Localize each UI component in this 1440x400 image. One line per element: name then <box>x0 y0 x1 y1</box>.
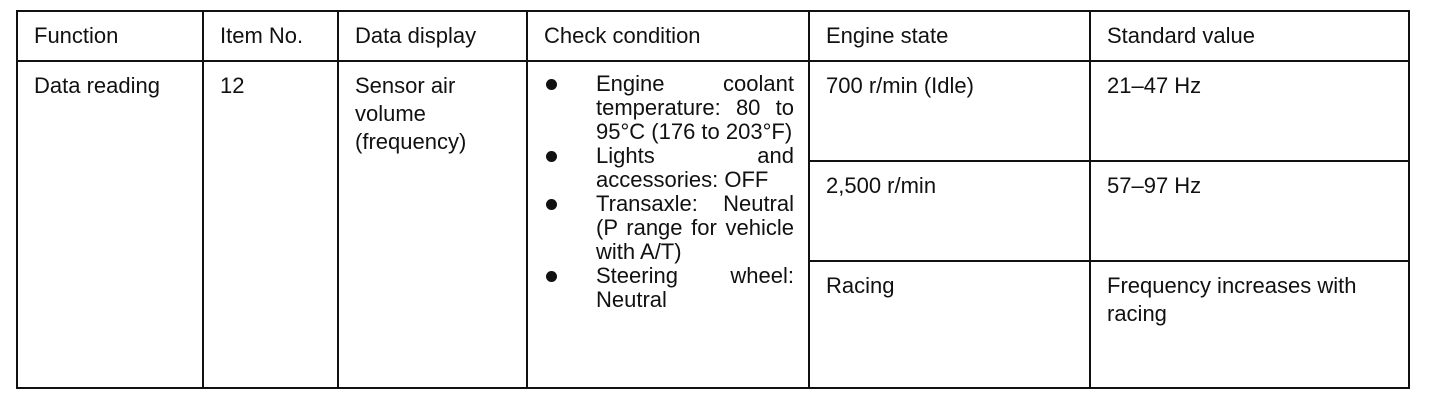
check-condition-item <box>544 264 794 312</box>
bullet-icon <box>546 151 557 162</box>
header-item-no: Item No. <box>203 11 338 61</box>
bullet-icon <box>546 199 557 210</box>
cell-engine-state: Racing <box>809 261 1090 388</box>
table-header <box>17 11 1409 61</box>
check-condition-item <box>544 72 794 144</box>
bullet-icon <box>546 271 557 282</box>
cell-standard-value: Frequency increases with racing <box>1090 261 1409 388</box>
check-condition-item <box>544 144 794 192</box>
check-condition-text: Lights and accessories: OFF <box>596 143 794 192</box>
table-row <box>17 61 1409 161</box>
table-body <box>17 61 1409 388</box>
cell-data-display: Sensor air volume (frequency) <box>338 61 527 388</box>
header-standard-value: Standard value <box>1090 11 1409 61</box>
header-row <box>17 11 1409 61</box>
check-condition-item <box>544 192 794 264</box>
cell-standard-value: 57–97 Hz <box>1090 161 1409 261</box>
cell-engine-state: 700 r/min (Idle) <box>809 61 1090 161</box>
header-check-condition: Check condition <box>527 11 809 61</box>
header-function: Function <box>17 11 203 61</box>
header-data-display: Data display <box>338 11 527 61</box>
cell-check-condition <box>527 61 809 388</box>
bullet-icon <box>546 79 557 90</box>
cell-function: Data reading <box>17 61 203 388</box>
check-condition-text: Engine coolant temperature: 80 to 95°C (176 to 203°F) <box>596 71 794 144</box>
check-condition-text: Transaxle: Neutral (P range for vehicle with A/T) <box>596 191 794 264</box>
cell-item-no: 12 <box>203 61 338 388</box>
specification-table <box>16 10 1410 389</box>
header-engine-state: Engine state <box>809 11 1090 61</box>
check-condition-text: Steering wheel: Neutral <box>596 263 794 312</box>
cell-engine-state: 2,500 r/min <box>809 161 1090 261</box>
check-condition-list <box>544 72 794 312</box>
cell-standard-value: 21–47 Hz <box>1090 61 1409 161</box>
